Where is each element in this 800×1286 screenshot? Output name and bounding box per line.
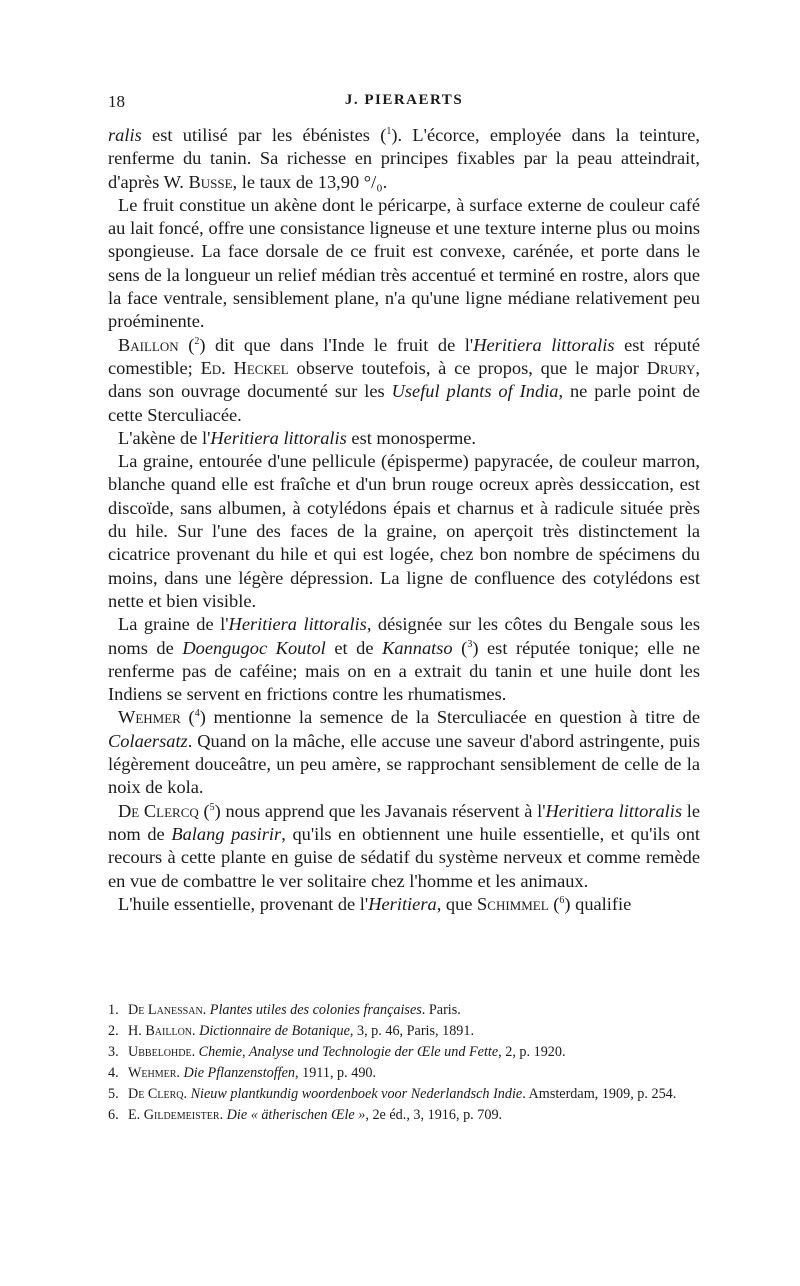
footnotes xyxy=(108,1000,700,1126)
author-name: Schimmel xyxy=(477,893,549,914)
footnote-number: 2. xyxy=(108,1023,119,1039)
text-span: est réputé comestible; xyxy=(108,334,701,378)
footnote-item xyxy=(108,1021,700,1042)
footnote-ref: 1 xyxy=(386,125,392,137)
footnote-ref: 4 xyxy=(194,708,200,720)
text-span: , 1911, p. 490. xyxy=(295,1065,377,1081)
footnote-item xyxy=(108,1084,700,1105)
author-name: Ed. Heckel xyxy=(200,357,289,378)
author-name: E. Gildemeister xyxy=(128,1107,220,1123)
italic-text: Heritiera xyxy=(368,893,437,914)
citation-title: Nieuw plantkundig woordenboek voor Nederlandsch Indie xyxy=(190,1086,523,1102)
text-span: . Paris. xyxy=(421,1002,461,1018)
text-span: ( xyxy=(180,707,195,728)
author-name: De Clercq xyxy=(118,800,199,821)
text-span: ( xyxy=(452,637,468,658)
text-span: ) qualifie xyxy=(564,893,632,914)
text-span: . xyxy=(219,1107,227,1123)
text-span: et de xyxy=(325,637,383,658)
footnote-number: 4. xyxy=(108,1065,119,1081)
paragraph-6 xyxy=(108,613,700,706)
footnote-item xyxy=(108,1042,700,1063)
citation-title: Dictionnaire de Botanique xyxy=(199,1023,350,1039)
paragraph-1 xyxy=(108,124,700,194)
text-span: , que xyxy=(436,893,478,914)
footnote-item xyxy=(108,1000,700,1021)
author-name: H. Baillon xyxy=(128,1023,193,1039)
footnote-ref: 2 xyxy=(194,335,200,347)
citation-title: Chemie, Analyse und Technologie der Œle und Fette xyxy=(198,1044,499,1060)
italic-text: Balang pasirir xyxy=(171,823,282,844)
text-span: , qu'ils en obtiennent une huile essentielle, et qu'ils ont recours à cette plante en guise de sédatif du système nerveux et comme remède en vue de combattre le ver solitaire chez l'homme et les animaux. xyxy=(108,823,701,891)
citation-title: Die Pflanzenstoffen xyxy=(183,1065,296,1081)
citation-title: Plantes utiles des colonies françaises xyxy=(209,1002,422,1018)
paragraph-7 xyxy=(108,706,700,799)
body-text xyxy=(108,124,700,916)
footnote-ref: 3 xyxy=(467,638,473,650)
text-span: L'akène de l' xyxy=(118,427,211,448)
paragraph-2: Le fruit constitue un akène dont le péricarpe, à surface externe de couleur café au lait foncé, offre une consistance ligneuse et une texture interne plus ou moins spongieuse. La face dorsale de ce fruit est convexe, carénée, et porte dans le sens de la longueur un relief médian très accentué et terminé en rostre, alors que la face ventrale, sensiblement plane, n'a qu'une ligne médiane relativement peu proéminente. xyxy=(108,194,700,332)
text-span: . xyxy=(192,1023,200,1039)
text-span: , 2e éd., 3, 1916, p. 709. xyxy=(365,1107,503,1123)
text-span: L'huile essentielle, provenant de l' xyxy=(118,893,369,914)
text-span: le nom de xyxy=(108,800,700,844)
footnote-item xyxy=(108,1063,700,1084)
italic-text: ralis xyxy=(108,125,142,145)
running-head: J. PIERAERTS xyxy=(344,92,464,108)
footnote-item xyxy=(108,1105,700,1126)
footnote-ref: 5 xyxy=(209,801,215,813)
text-span: ) nous apprend que les Javanais réservent à l' xyxy=(214,800,546,821)
text-span: ) dit que dans l'Inde le fruit de l' xyxy=(199,334,474,355)
author-name: Drury xyxy=(646,357,696,378)
italic-text: Heritiera littoralis xyxy=(473,334,615,355)
text-span: est monosperme. xyxy=(346,427,477,448)
italic-text: Heritiera littoralis xyxy=(210,427,347,448)
paragraph-8 xyxy=(108,800,700,893)
text-span: , 3, p. 46, Paris, 1891. xyxy=(349,1023,475,1039)
text-span: ( xyxy=(178,334,195,355)
text-span: est utilisé par les ébénistes ( xyxy=(141,125,387,145)
text-span: . Quand on la mâche, elle accuse une saveur d'abord astringente, puis légèrement douceâtre, un peu amère, se rapprochant sensiblement de celle de la noix de kola. xyxy=(108,730,700,798)
footnote-number: 1. xyxy=(108,1002,119,1018)
text-span: ( xyxy=(548,893,560,914)
page-number: 18 xyxy=(108,92,125,111)
text-span: . Amsterdam, 1909, p. 254. xyxy=(522,1086,677,1102)
italic-text: Heritiera littoralis xyxy=(228,614,367,635)
paragraph-4 xyxy=(108,427,700,450)
citation-title: Die « ätherischen Œle » xyxy=(226,1107,366,1123)
italic-text: Kannatso xyxy=(382,637,453,658)
author-name: De Lanessan xyxy=(128,1002,203,1018)
author-name: Wehmer xyxy=(128,1065,177,1081)
paragraph-3 xyxy=(108,334,700,427)
text-span: , le taux de 13,90 °/₀. xyxy=(232,171,388,192)
text-span: . xyxy=(183,1086,191,1102)
text-span: . xyxy=(191,1044,199,1060)
footnote-ref: 6 xyxy=(559,894,565,906)
text-span: ) est réputée tonique; elle ne renferme pas de caféine; mais on en a extrait du tanin et une huile dont les Indiens se servent en frictions contre les rhumatismes. xyxy=(108,637,700,705)
author-name: De Clerq xyxy=(128,1086,184,1102)
text-span: La graine de l' xyxy=(118,614,229,635)
text-span: ( xyxy=(198,800,210,821)
text-span: , dans son ouvrage documenté sur les xyxy=(108,357,700,402)
text-span: , 2, p. 1920. xyxy=(498,1044,566,1060)
page-header xyxy=(108,92,700,116)
footnote-number: 5. xyxy=(108,1086,119,1102)
paragraph-5: La graine, entourée d'une pellicule (épisperme) papyracée, de couleur marron, blanche quand elle est fraîche et d'un brun rouge ocreux après dessiccation, est discoïde, sans albumen, à cotylédons épais et charnus et à radicule située près du hile. Sur l'une des faces de la graine, on aperçoit très distinctement la cicatrice provenant du hile et qui est logée, chez bon nombre de spécimens du moins, dans une légère dépression. La ligne de confluence des cotylédons est nette et bien visible. xyxy=(108,451,700,611)
italic-text: Colaersatz xyxy=(108,730,188,751)
text-span: , ne parle point de cette Sterculiacée. xyxy=(108,381,700,425)
italic-text: Useful plants of India xyxy=(391,381,559,402)
author-name: Busse xyxy=(188,171,233,192)
text-span: . xyxy=(202,1002,210,1018)
footnote-number: 3. xyxy=(108,1044,119,1060)
text-span: observe toutefois, à ce propos, que le major xyxy=(288,357,647,378)
italic-text: Heritiera littoralis xyxy=(545,800,683,821)
italic-text: Doengugoc Koutol xyxy=(182,637,326,658)
paragraph-9 xyxy=(108,893,700,916)
author-name: Ubbelohde xyxy=(128,1044,192,1060)
text-span: ) mentionne la semence de la Sterculiacée en question à titre de xyxy=(199,707,700,728)
author-name: Wehmer xyxy=(118,707,181,728)
text-span: ). L'écorce, employée dans la teinture, renferme du tanin. Sa richesse en principes fixables par la peau atteindrait, d'après W. xyxy=(108,125,701,192)
text-span: . xyxy=(176,1065,184,1081)
text-span: , désignée sur les côtes du Bengale sous les noms de xyxy=(108,614,700,658)
footnote-number: 6. xyxy=(108,1107,119,1123)
author-name: Baillon xyxy=(118,334,179,355)
